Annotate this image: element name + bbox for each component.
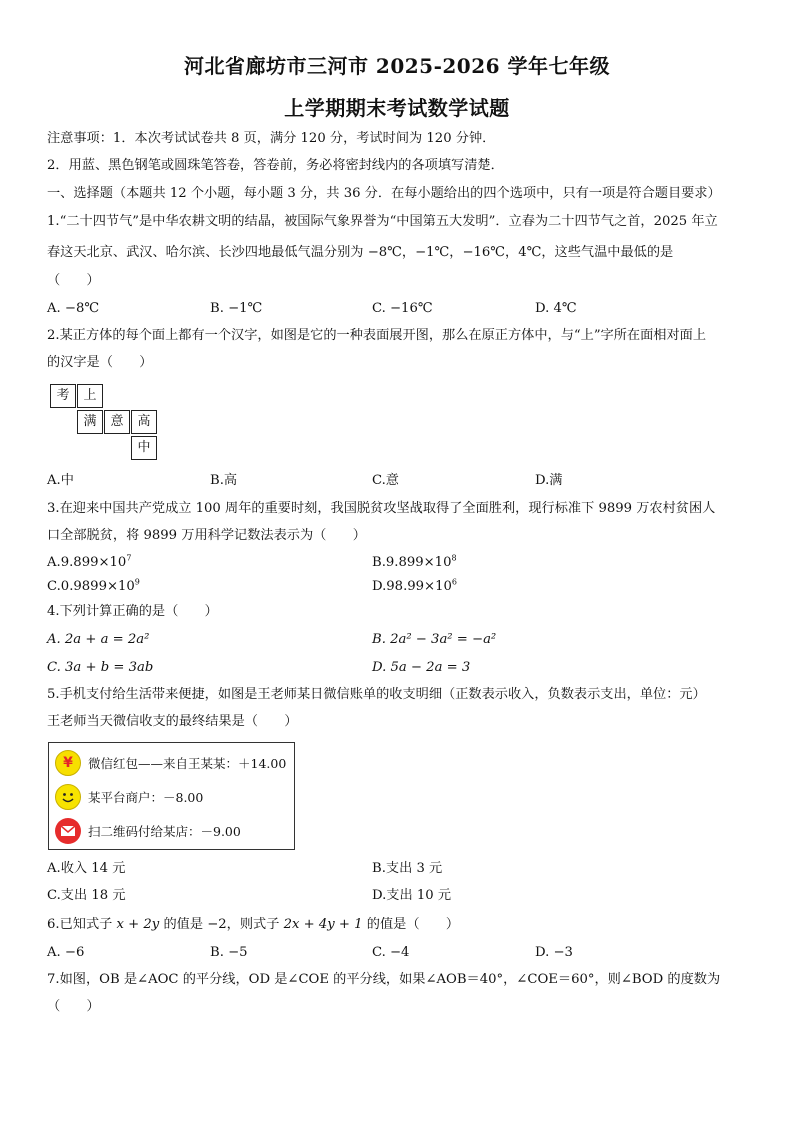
q5-option-b: B.支出 3 元 — [372, 861, 443, 876]
q2-line-1: 2.某正方体的每个面上都有一个汉字，如图是它的一种表面展开图，那么在原正方体中，与“上”字所在面相对面上 — [47, 328, 707, 343]
q4-line-1: 4.下列计算正确的是（ ） — [47, 604, 218, 619]
q3-line-1: 3.在迎来中国共产党成立 100 周年的重要时刻，我国脱贫攻坚战取得了全面胜利，现行标准下 9899 万农村贫困人 — [47, 501, 716, 516]
bill-row — [55, 783, 203, 811]
q6-option-a: A. −6 — [47, 945, 85, 960]
bill-text: 某平台商户：－8.00 — [88, 790, 204, 805]
q4-option-d: D. 5a − 2a = 3 — [372, 660, 471, 675]
yen-icon: ¥ — [55, 750, 81, 776]
bill-text: 扫二维码付给某店：－9.00 — [88, 824, 241, 839]
q6-option-c: C. −4 — [372, 945, 410, 960]
net-cell: 高 — [131, 410, 157, 434]
note-2: 2．用蓝、黑色钢笔或圆珠笔答卷，答卷前，务必将密封线内的各项填写清楚． — [47, 158, 504, 173]
bill-row — [55, 749, 286, 777]
q5-option-a: A.收入 14 元 — [47, 861, 126, 876]
q2-option-b: B.高 — [210, 473, 238, 488]
q5-line-1: 5.手机支付给生活带来便捷，如图是王老师某日微信账单的收支明细（正数表示收入，负数表示支出，单位：元） — [47, 687, 706, 702]
q5-option-d: D.支出 10 元 — [372, 888, 452, 903]
q1-option-a: A. −8℃ — [47, 301, 100, 316]
q1-line-1: 1.“二十四节气”是中华农耕文明的结晶，被国际气象界誉为“中国第五大发明”．立春为二十四节气之首，2025 年立 — [47, 214, 718, 229]
q1-option-c: C. −16℃ — [372, 301, 433, 316]
q3-line-2: 口全部脱贫，将 9899 万用科学记数法表示为（ ） — [47, 528, 366, 543]
note-1: 注意事项：1．本次考试试卷共 8 页，满分 120 分，考试时间为 120 分钟． — [47, 131, 496, 146]
q2-option-a: A.中 — [47, 473, 74, 488]
q7-line-1: 7.如图，OB 是∠AOC 的平分线，OD 是∠COE 的平分线，如果∠AOB＝40°，∠COE＝60°，则∠BOD 的度数为 — [47, 972, 721, 987]
q5-option-c: C.支出 18 元 — [47, 888, 126, 903]
q4-option-c: C. 3a + b = 3ab — [47, 660, 154, 675]
net-cell: 上 — [77, 384, 103, 408]
q2-option-d: D.满 — [535, 473, 563, 488]
net-cell: 满 — [77, 410, 103, 434]
title-line-1: 河北省廊坊市三河市 2025-2026 学年七年级 — [183, 54, 611, 78]
envelope-icon — [55, 818, 81, 844]
q1-option-b: B. −1℃ — [210, 301, 263, 316]
net-cell: 意 — [104, 410, 130, 434]
q7-line-2: （ ） — [47, 999, 100, 1014]
q3-option-c: $C.0.9899\times 10^9$ — [47, 577, 140, 594]
q6-line-1: 6.已知式子 x + 2y 的值是 −2，则式子 2x + 4y + 1 的值是（ ） — [47, 917, 460, 932]
net-cell: 中 — [131, 436, 157, 460]
smiley-icon — [55, 784, 81, 810]
q2-option-c: C.意 — [372, 473, 399, 488]
bill-row — [55, 817, 241, 845]
q3-option-b: $B.9.899\times 10^8$ — [372, 553, 457, 570]
q4-option-b: B. 2a² − 3a² = −a² — [372, 632, 497, 647]
title-line-2: 上学期期末考试数学试题 — [284, 96, 510, 120]
q4-option-a: A. 2a + a = 2a² — [47, 632, 150, 647]
q2-line-2: 的汉字是（ ） — [47, 355, 153, 370]
q1-line-2: 春这天北京、武汉、哈尔滨、长沙四地最低气温分别为 −8℃，−1℃，−16℃，4℃，这些气温中最低的是 — [47, 245, 674, 260]
q5-line-2: 王老师当天微信收支的最终结果是（ ） — [47, 714, 298, 729]
bill-text: 微信红包——来自王某某：＋14.00 — [88, 756, 287, 771]
wechat-bill-box — [48, 742, 295, 850]
q1-line-3: （ ） — [47, 273, 100, 288]
q3-option-d: $D.98.99\times 10^6$ — [372, 577, 457, 594]
q1-option-d: D. 4℃ — [535, 301, 577, 316]
net-cell: 考 — [50, 384, 76, 408]
q6-option-b: B. −5 — [210, 945, 248, 960]
q3-option-a: $A.9.899\times 10^7$ — [47, 553, 132, 570]
section-heading: 一、选择题（本题共 12 个小题，每小题 3 分，共 36 分．在每小题给出的四个选项中，只有一项是符合题目要求） — [47, 186, 721, 201]
q6-option-d: D. −3 — [535, 945, 573, 960]
